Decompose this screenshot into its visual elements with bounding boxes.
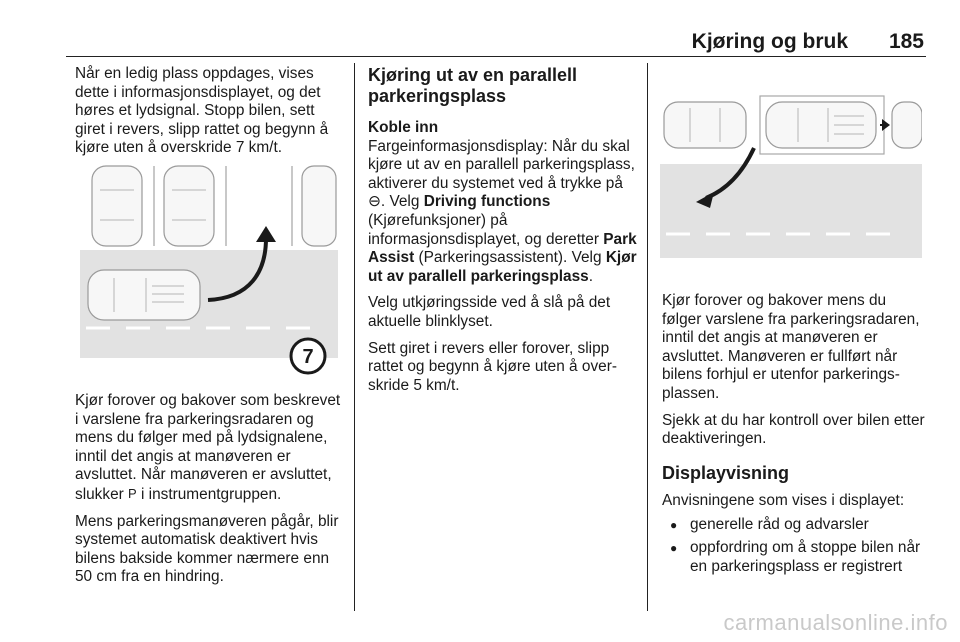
paragraph: Når en ledig plass oppdages, vises dette i informasjonsdisplayet, og det høres et lydsignal. Stopp bilen, sett giret i revers, slipp rattet og begynn å kjøre uten å overskride 7 km/t. [75, 65, 329, 157]
menu-term: Kjør ut av parallell parkeringsplass [368, 249, 637, 285]
text-run: Kjør forover og bakover som beskrevet i varslene fra parkeringsradaren og mens du følger med på lydsignalene, inntil det angis at manøveren er avsluttet. Når manøveren er avsluttet, slukker [75, 392, 341, 503]
section-heading: Kjøring ut av en parallell parkeringsplass [368, 65, 578, 106]
parking-button-icon: ⊖ [368, 193, 381, 211]
column-1-lower [75, 392, 347, 595]
text-run: . Velg [380, 193, 424, 211]
column-divider-1 [354, 63, 355, 611]
paragraph: Mens parkeringsmanøveren pågår, blir systemet automatisk deaktivert hvis bilens bakside kommer nærmere enn 50 cm fra en hindring. [75, 512, 339, 586]
page-number: 185 [888, 30, 924, 53]
section-title: Kjøring og bruk [691, 30, 848, 53]
parking-out-illustration [660, 92, 922, 258]
page-header [0, 30, 960, 52]
column-2 [368, 65, 640, 403]
figure-badge: 7 [302, 346, 314, 368]
column-1 [75, 65, 347, 166]
menu-term: Driving functions [423, 193, 551, 211]
text-run: i instrumentgruppen. [136, 485, 282, 503]
paragraph: Sjekk at du har kontroll over bilen etter deaktiveringen. [662, 411, 925, 448]
column-divider-2 [647, 63, 648, 611]
menu-term: Park Assist [368, 230, 637, 267]
list-item: ● oppfordring om å stoppe bilen når en parkeringsplass er registrert [662, 539, 928, 576]
text-run: (Parkeringsassistent). Velg [414, 249, 606, 267]
paragraph: Kjør forover og bakover mens du følger varslene fra parkeringsradaren, inntil det angis at manøveren er avsluttet. Manøveren er fullført når bilens forhjul er utenfor parkeringsplassen. [662, 292, 920, 402]
text-run: (Kjørefunksjoner) på informasjonsdisplayet, og deretter [368, 211, 604, 248]
column-3 [662, 292, 928, 580]
park-assist-icon: P [128, 485, 137, 501]
header-divider [66, 56, 926, 57]
subheading: Koble inn [368, 119, 439, 136]
paragraph: Anvisningene som vises i displayet: [662, 491, 905, 509]
paragraph [368, 138, 640, 287]
bullet-list [662, 516, 928, 576]
paragraph: Sett giret i revers eller forover, slipp rattet og begynn å kjøre uten å overskride 5 km/t. [368, 339, 617, 394]
list-item: ● generelle råd og advarsler [662, 516, 928, 535]
parking-in-illustration [80, 162, 338, 376]
section-heading: Displayvisning [662, 462, 790, 483]
paragraph [75, 392, 347, 505]
watermark: carmanualsonline.info [723, 610, 948, 635]
text-run: Fargeinformasjonsdisplay: Når du skal kjøre ut av en parallell parkeringsplass, aktiverer du systemet ved å trykke på [368, 137, 635, 192]
text-run: . [588, 267, 593, 285]
paragraph: Velg utkjøringsside ved å slå på det aktuelle blinklyset. [368, 294, 611, 330]
